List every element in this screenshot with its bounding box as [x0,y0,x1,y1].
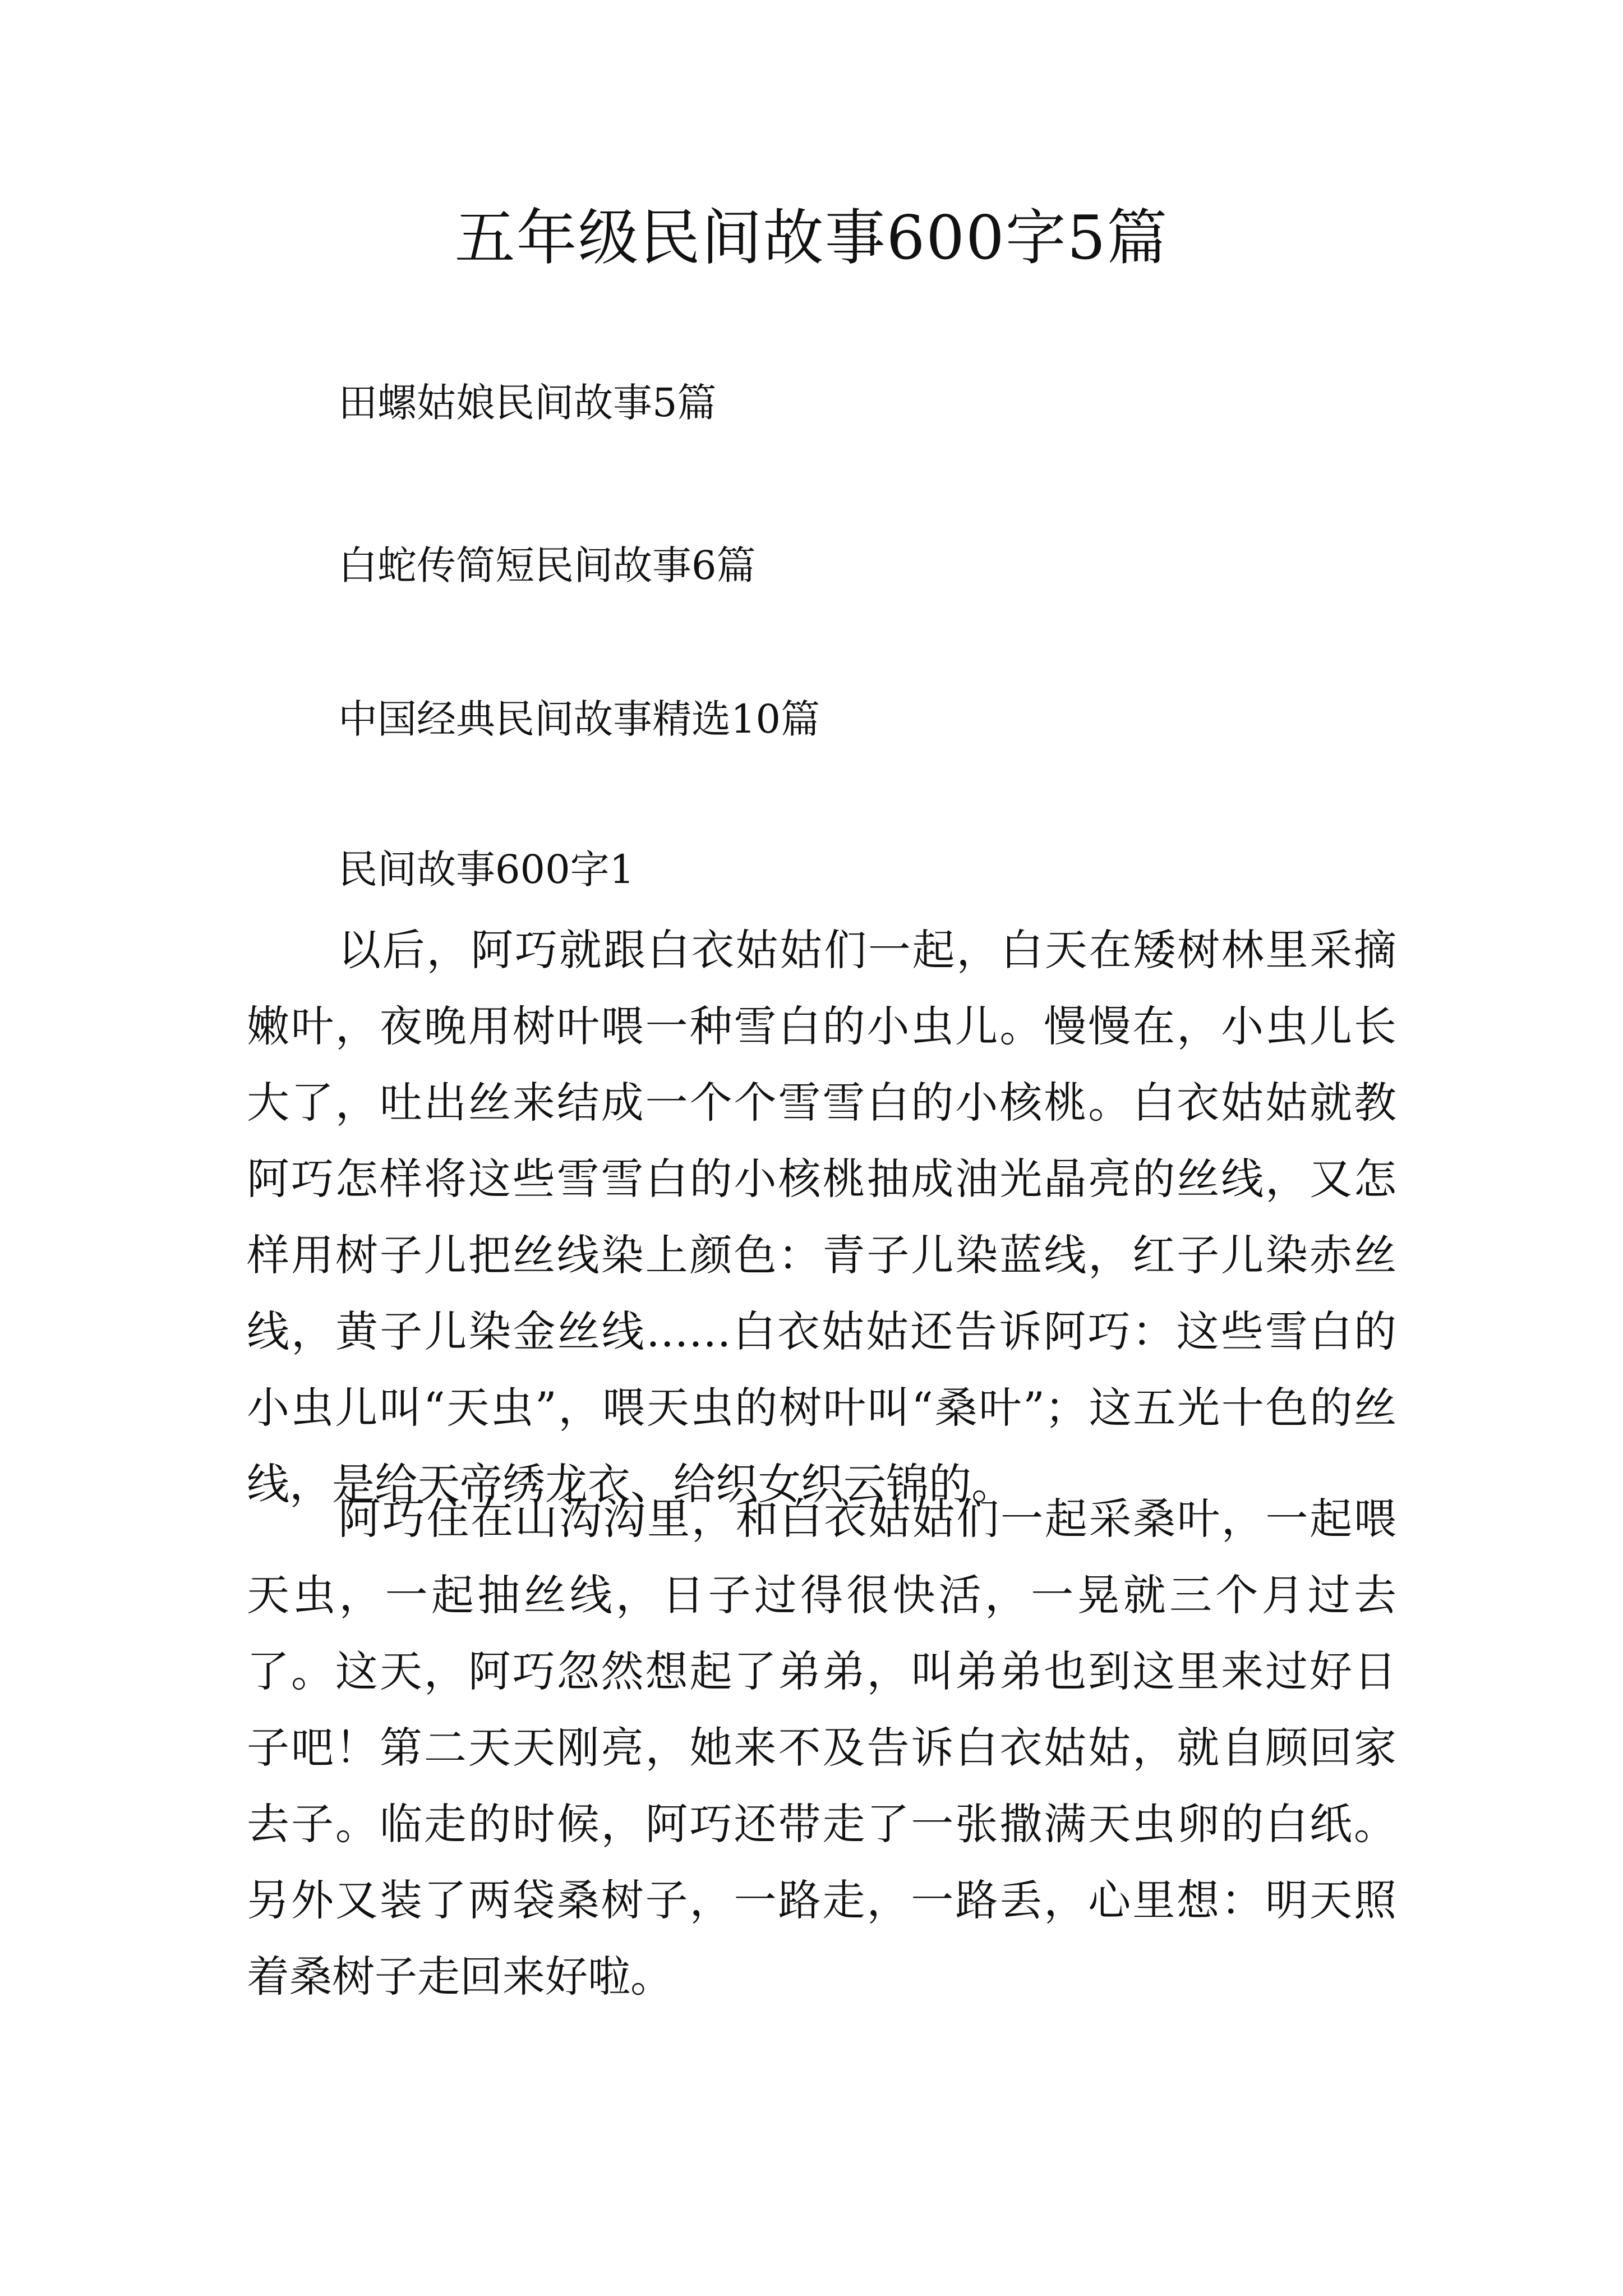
paragraph: 以后，阿巧就跟白衣姑姑们一起，白天在矮树林里采摘嫩叶，夜晚用树叶喂一种雪白的小虫儿。慢慢在，小虫儿长大了，吐出丝来结成一个个雪雪白的小核桃。白衣姑姑就教阿巧怎样将这些雪雪白的小核桃抽成油光晶亮的丝线，又怎样用树子儿把丝线染上颜色：青子儿染蓝线，红子儿染赤丝线，黄子儿染金丝线……白衣姑姑还告诉阿巧：这些雪白的小虫儿叫“天虫”，喂天虫的树叶叫“桑叶”；这五光十色的丝线，是给天帝绣龙衣、给织女织云锦的。 [247,925,1396,1509]
paragraph: 阿巧住在山沟沟里，和白衣姑姑们一起采桑叶，一起喂天虫，一起抽丝线，日子过得很快活，一晃就三个月过去了。这天，阿巧忽然想起了弟弟，叫弟弟也到这里来过好日子吧！第二天天刚亮，她来不及告诉白衣姑姑，就自顾回家去子。临走的时候，阿巧还带走了一张撒满天虫卵的白纸。另外又装了两袋桑树子，一路走，一路丢，心里想：明天照着桑树子走回来好啦。 [247,1494,1396,2001]
related-link-zhongguo[interactable]: 中国经典民间故事精选10篇 [338,696,820,742]
section-heading: 民间故事600字1 [338,846,635,892]
document-title: 五年级民间故事600字5篇 [454,203,1169,273]
related-link-tianluo[interactable]: 田螺姑娘民间故事5篇 [338,380,717,426]
related-link-baishe[interactable]: 白蛇传简短民间故事6篇 [338,542,756,588]
